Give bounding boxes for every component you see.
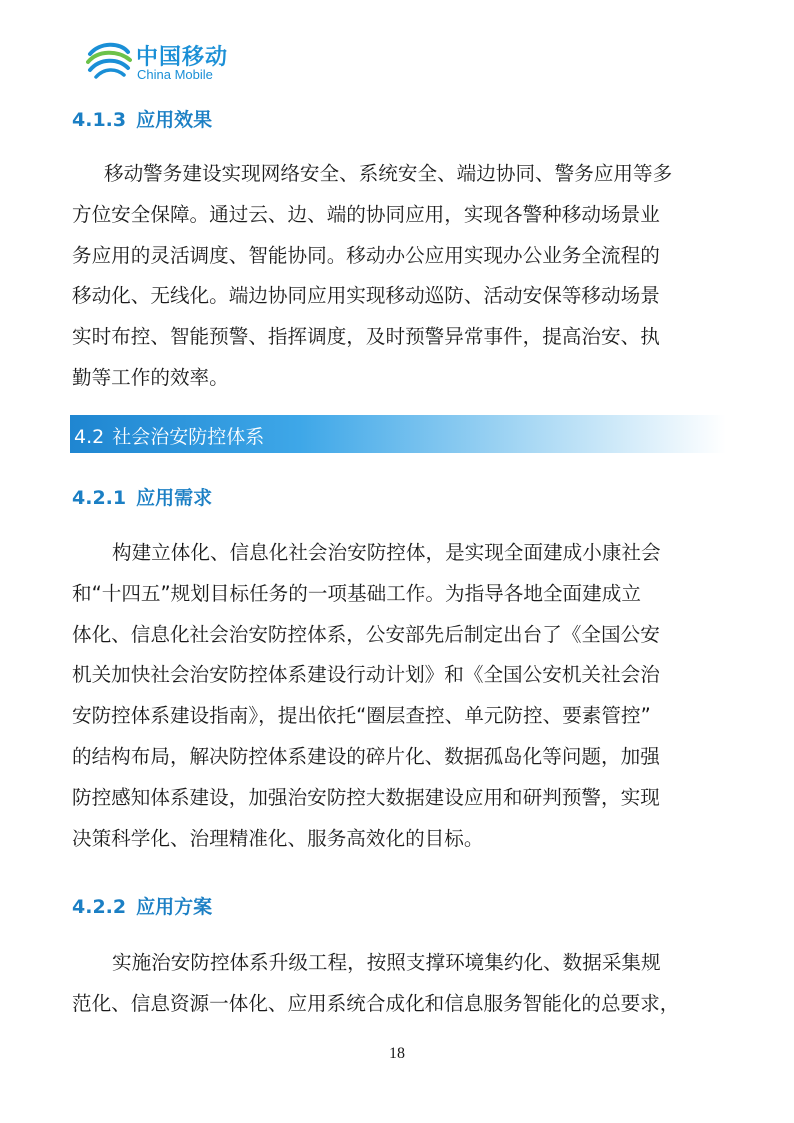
text-line: 机关加快社会治安防控体系建设行动计划》和《全国公安机关社会治 [72, 663, 660, 687]
heading-number: 4.2.1 [72, 487, 127, 509]
text-line: 方位安全保障。通过云、边、端的协同应用，实现各警种移动场景业 [72, 202, 660, 226]
text-line: 的结构布局，解决防控体系建设的碎片化、数据孤岛化等问题，加强 [72, 744, 660, 768]
text-line: 务应用的灵活调度、智能协同。移动办公应用实现办公业务全流程的 [72, 243, 660, 267]
china-mobile-logo-icon [86, 40, 132, 82]
text-line: 勤等工作的效率。 [72, 365, 229, 389]
heading-4-2-2 [72, 892, 212, 919]
banner-heading [74, 422, 264, 449]
page-number: 18 [389, 1045, 405, 1062]
section-banner-4-2 [70, 415, 726, 453]
text-line: 防控感知体系建设，加强治安防控大数据建设应用和研判预警，实现 [72, 785, 660, 809]
paragraph-4-2-2 [72, 943, 724, 1025]
heading-4-2-1 [72, 483, 212, 510]
text-line: 移动化、无线化。端边协同应用实现移动巡防、活动安保等移动场景 [72, 284, 660, 308]
heading-4-1-3 [72, 105, 212, 132]
logo-english-name: China Mobile [137, 67, 213, 82]
text-line: 安防控体系建设指南》，提出依托“圈层查控、单元防控、要素管控” [72, 704, 651, 728]
heading-title: 应用需求 [136, 487, 213, 509]
logo-chinese-name: 中国移动 [136, 45, 229, 70]
heading-title: 社会治安防控体系 [112, 426, 265, 448]
text-line: 体化、信息化社会治安防控体系，公安部先后制定出台了《全国公安 [72, 622, 660, 646]
text-line: 实施治安防控体系升级工程，按照支撑环境集约化、数据采集规 [112, 951, 661, 974]
heading-number: 4.1.3 [72, 109, 127, 131]
text-line: 实时布控、智能预警、指挥调度，及时预警异常事件，提高治安、执 [72, 325, 660, 349]
paragraph-4-2-1 [72, 533, 724, 859]
paragraph-4-1-3 [72, 154, 724, 399]
text-line: 和“十四五”规划目标任务的一项基础工作。为指导各地全面建成立 [72, 581, 641, 605]
heading-title: 应用方案 [136, 896, 213, 918]
china-mobile-logo [86, 36, 246, 86]
heading-number: 4.2.2 [72, 896, 127, 918]
text-line: 决策科学化、治理精准化、服务高效化的目标。 [72, 826, 484, 850]
heading-title: 应用效果 [136, 109, 213, 131]
heading-number: 4.2 [74, 426, 105, 448]
text-line: 构建立体化、信息化社会治安防控体，是实现全面建成小康社会 [112, 541, 661, 564]
text-line: 范化、信息资源一体化、应用系统合成化和信息服务智能化的总要求， [72, 991, 680, 1015]
text-line: 移动警务建设实现网络安全、系统安全、端边协同、警务应用等多 [104, 162, 673, 185]
